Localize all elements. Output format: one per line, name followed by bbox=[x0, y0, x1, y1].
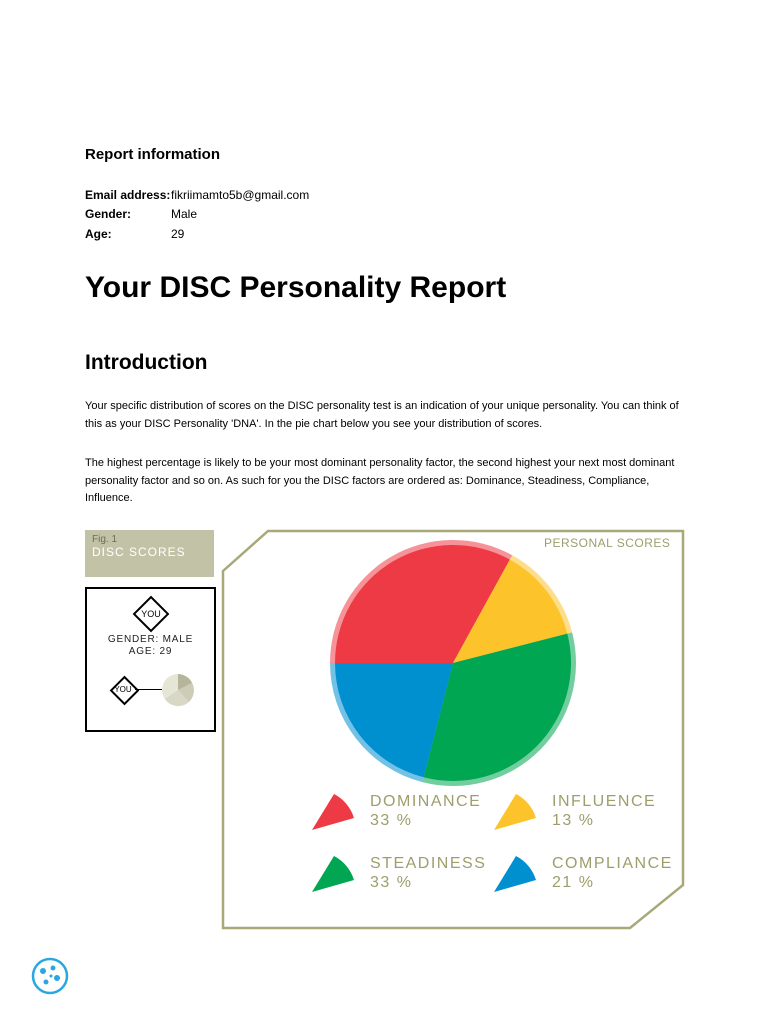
main-title: Your DISC Personality Report bbox=[85, 271, 507, 304]
email-value: fikriimamto5b@gmail.com bbox=[171, 188, 310, 202]
legend-steadiness-pct: 33 % bbox=[370, 874, 413, 891]
figure-header bbox=[85, 530, 214, 577]
legend-steadiness-name: STEADINESS bbox=[370, 855, 487, 872]
intro-paragraph-1: Your specific distribution of scores on the DISC personality test is an indication of your unique personality. You can think of this as your DISC Personality 'DNA'. In the pie chart below you see your distribution of scores. bbox=[85, 400, 679, 430]
gender-label: Gender: bbox=[85, 207, 132, 221]
legend-compliance-pct: 21 % bbox=[552, 874, 595, 891]
intro-heading: Introduction bbox=[85, 351, 208, 374]
legend-wedge-influence-icon bbox=[494, 794, 536, 830]
legend-wedge-dominance-icon bbox=[312, 794, 354, 830]
gender-value: Male bbox=[171, 207, 198, 221]
figure-title: DISC SCORES bbox=[92, 545, 186, 559]
gender-row bbox=[85, 207, 197, 221]
profile-box bbox=[85, 587, 216, 732]
profile-age: AGE: 29 bbox=[128, 646, 173, 657]
report-info-title: Report information bbox=[85, 146, 220, 163]
mini-pie-icon bbox=[161, 673, 195, 707]
legend-dominance-name: DOMINANCE bbox=[370, 793, 482, 810]
age-label: Age: bbox=[85, 227, 112, 241]
email-row bbox=[85, 188, 309, 202]
intro-paragraph-2: The highest percentage is likely to be your most dominant personality factor, the second highest your next most dominant personality factor and so on. As such for you the DISC factors are ordered as: Dominance, Steadiness, Compliance, Influence. bbox=[85, 457, 675, 504]
you-small-label: YOU bbox=[114, 685, 132, 694]
age-value: 29 bbox=[171, 227, 185, 241]
pie-chart bbox=[330, 540, 576, 786]
profile-gender: GENDER: MALE bbox=[107, 634, 194, 645]
chart-title: PERSONAL SCORES bbox=[544, 536, 671, 550]
you-label: YOU bbox=[141, 609, 161, 619]
email-label: Email address: bbox=[85, 188, 171, 202]
legend-influence-pct: 13 % bbox=[552, 812, 595, 829]
cookie-icon[interactable] bbox=[30, 956, 70, 996]
age-row bbox=[85, 227, 184, 241]
legend-influence-name: INFLUENCE bbox=[552, 793, 657, 810]
legend-wedge-steadiness-icon bbox=[312, 856, 354, 892]
figure-number: Fig. 1 bbox=[92, 534, 118, 545]
connector-line bbox=[135, 689, 162, 690]
legend-wedge-compliance-icon bbox=[494, 856, 536, 892]
legend-dominance-pct: 33 % bbox=[370, 812, 413, 829]
legend-compliance-name: COMPLIANCE bbox=[552, 855, 673, 872]
